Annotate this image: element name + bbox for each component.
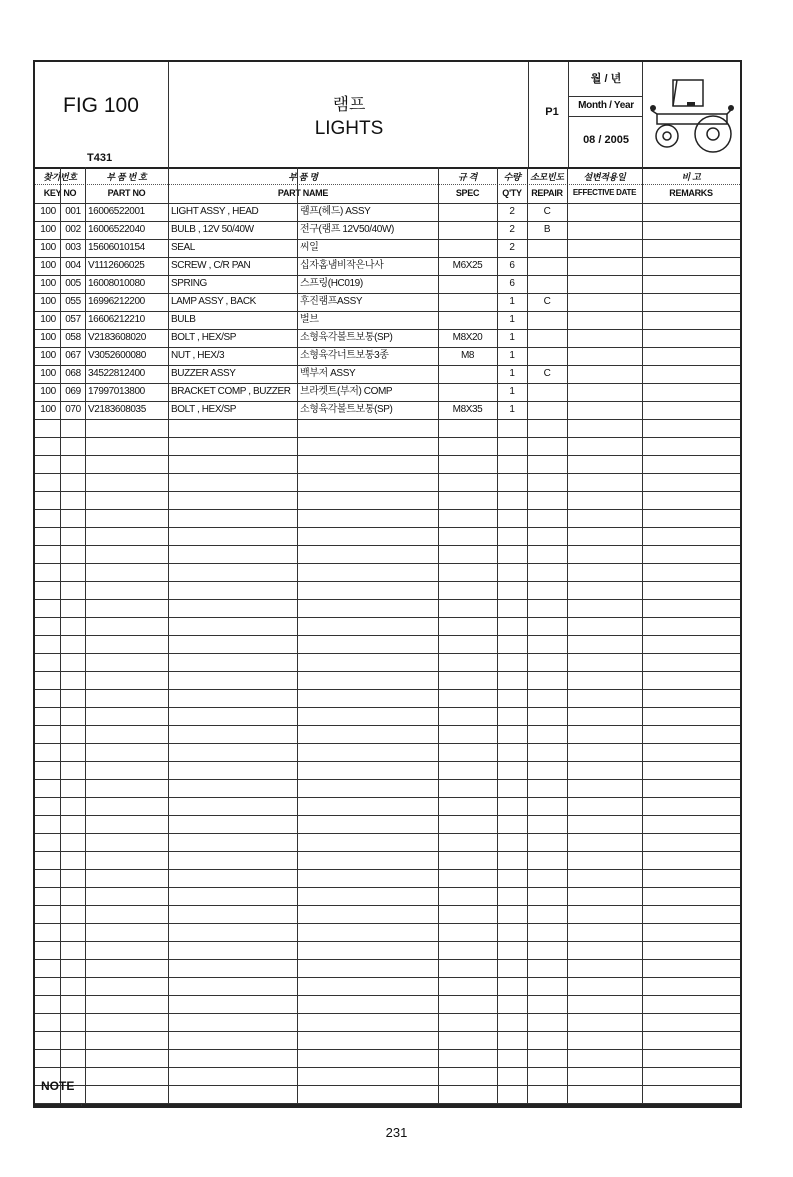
cell-repair: C	[543, 296, 551, 307]
cell-fig: 100	[40, 242, 56, 253]
col-effective: EFFECTIVE DATE	[572, 188, 637, 197]
row-line	[35, 617, 740, 618]
col-spec: SPEC	[455, 188, 480, 198]
model-code: T431	[87, 152, 113, 164]
page-title: LIGHTS	[314, 118, 384, 139]
col-remarks-ko: 비 고	[681, 172, 701, 182]
date-label-ko: 월 / 년	[590, 73, 622, 85]
row-line	[35, 437, 740, 438]
column-line	[438, 167, 439, 1103]
cell-qty: 1	[509, 314, 515, 325]
row-line	[35, 995, 740, 996]
cell-fig: 100	[40, 296, 56, 307]
cell-spec: M6X25	[452, 260, 483, 271]
tractor-icon	[643, 66, 739, 162]
row-line	[35, 1085, 740, 1086]
row-line	[35, 1013, 740, 1014]
col-key-no: KEY NO	[43, 188, 77, 198]
cell-name-ko: 십자홈냄비작은나사	[300, 260, 384, 271]
cell-name-ko: 소형육각볼트보통(SP)	[300, 332, 393, 343]
row-line	[35, 1049, 740, 1050]
cell-name-ko: 램프(헤드) ASSY	[300, 206, 371, 217]
row-line	[35, 491, 740, 492]
note-divider	[35, 1104, 740, 1106]
column-line	[297, 167, 298, 1103]
row-line	[35, 599, 740, 600]
cell-part-no: V2183608035	[88, 404, 146, 415]
cell-fig: 100	[40, 350, 56, 361]
row-line	[35, 689, 740, 690]
cell-repair: C	[543, 368, 551, 379]
cell-fig: 100	[40, 278, 56, 289]
cell-key: 067	[65, 350, 81, 361]
cell-key: 057	[65, 314, 81, 325]
row-line	[35, 797, 740, 798]
cell-name-ko: 전구(램프 12V50/40W)	[300, 224, 394, 235]
cell-key: 058	[65, 332, 81, 343]
row-line	[35, 419, 740, 420]
cell-part-no: 16006522040	[88, 224, 145, 235]
cell-spec: M8X20	[452, 332, 483, 343]
cell-key: 068	[65, 368, 81, 379]
page-title-ko: 램프	[332, 95, 366, 114]
cell-fig: 100	[40, 206, 56, 217]
row-line	[35, 815, 740, 816]
cell-qty: 1	[509, 332, 515, 343]
note-box-line	[81, 1104, 82, 1106]
row-line	[35, 1067, 740, 1068]
cell-name-ko: 브라켓트(부저) COMP	[300, 386, 393, 397]
row-line	[35, 905, 740, 906]
cell-name-ko: 소형육각볼트보통(SP)	[300, 404, 393, 415]
col-remarks: REMARKS	[669, 188, 713, 198]
cell-name-en: NUT , HEX/3	[171, 350, 225, 361]
row-line	[35, 653, 740, 654]
date-label: Month / Year	[578, 100, 634, 111]
cell-qty: 6	[509, 278, 515, 289]
cell-fig: 100	[40, 260, 56, 271]
cell-qty: 1	[509, 296, 515, 307]
cell-name-en: LIGHT ASSY , HEAD	[171, 206, 259, 217]
row-line	[35, 869, 740, 870]
header-subdivider	[35, 184, 740, 185]
row-line	[35, 1031, 740, 1032]
row-line	[35, 743, 740, 744]
cell-name-ko: 소형육각너트보통3종	[300, 350, 389, 361]
cell-repair: B	[543, 224, 551, 235]
cell-name-en: SPRING	[171, 278, 207, 289]
fig-number: FIG 100	[63, 94, 139, 117]
cell-key: 003	[65, 242, 81, 253]
page-code: P1	[545, 106, 559, 118]
cell-key: 002	[65, 224, 81, 235]
cell-qty: 1	[509, 404, 515, 415]
row-line	[35, 455, 740, 456]
col-part-no-ko: 부 품 번 호	[106, 172, 147, 182]
cell-fig: 100	[40, 332, 56, 343]
col-effective-ko: 설변적용일	[583, 172, 626, 182]
cell-qty: 2	[509, 206, 515, 217]
col-qty-ko: 수량	[503, 172, 521, 182]
row-line	[35, 959, 740, 960]
row-line	[35, 527, 740, 528]
col-repair: REPAIR	[531, 188, 563, 198]
cell-part-no: 16006522001	[88, 206, 145, 217]
cell-spec: M8	[460, 350, 475, 361]
row-line	[35, 563, 740, 564]
col-repair-ko: 소모빈도	[530, 172, 564, 182]
cell-name-en: BOLT , HEX/SP	[171, 404, 237, 415]
cell-part-no: 34522812400	[88, 368, 145, 379]
cell-part-no: 16008010080	[88, 278, 145, 289]
date-value: 08 / 2005	[583, 134, 629, 146]
row-line	[35, 707, 740, 708]
cell-key: 001	[65, 206, 81, 217]
cell-part-no: 16606212210	[88, 314, 145, 325]
cell-qty: 2	[509, 242, 515, 253]
row-line	[35, 671, 740, 672]
cell-fig: 100	[40, 224, 56, 235]
column-line	[642, 167, 643, 1103]
note-label: NOTE	[41, 1079, 75, 1093]
cell-fig: 100	[40, 386, 56, 397]
cell-part-no: 17997013800	[88, 386, 145, 397]
col-part-no: PART NO	[107, 188, 146, 198]
row-line	[35, 923, 740, 924]
row-line	[35, 761, 740, 762]
column-line	[567, 167, 568, 1103]
row-line	[35, 779, 740, 780]
col-spec-ko: 규 격	[458, 172, 477, 182]
cell-key: 070	[65, 404, 81, 415]
cell-name-en: LAMP ASSY , BACK	[171, 296, 256, 307]
cell-key: 004	[65, 260, 81, 271]
cell-qty: 2	[509, 224, 515, 235]
cell-name-ko: 후진램프ASSY	[300, 296, 363, 307]
cell-part-no: V3052600080	[88, 350, 146, 361]
cell-fig: 100	[40, 314, 56, 325]
col-key-no-ko: 찾기번호	[43, 172, 77, 182]
cell-name-en: BULB , 12V 50/40W	[171, 224, 254, 235]
cell-key: 055	[65, 296, 81, 307]
cell-name-en: SEAL	[171, 242, 195, 253]
cell-spec: M8X35	[452, 404, 483, 415]
cell-qty: 1	[509, 350, 515, 361]
cell-key: 069	[65, 386, 81, 397]
cell-name-en: BULB	[171, 314, 196, 325]
row-line	[35, 941, 740, 942]
cell-part-no: 16996212200	[88, 296, 145, 307]
cell-name-en: BRACKET COMP , BUZZER	[171, 386, 291, 397]
column-line	[168, 167, 169, 1103]
col-part-name: PART NAME	[277, 188, 329, 198]
cell-key: 005	[65, 278, 81, 289]
col-qty: Q'TY	[502, 188, 522, 198]
row-line	[35, 545, 740, 546]
cell-part-no: V1112606025	[88, 260, 145, 271]
cell-name-en: BOLT , HEX/SP	[171, 332, 237, 343]
row-line	[35, 833, 740, 834]
cell-qty: 1	[509, 368, 515, 379]
column-line	[85, 167, 86, 1103]
cell-name-ko: 씨일	[300, 242, 319, 253]
cell-name-en: SCREW , C/R PAN	[171, 260, 251, 271]
cell-name-en: BUZZER ASSY	[171, 368, 236, 379]
cell-name-ko: 벌브	[300, 314, 319, 325]
cell-name-ko: 백부저 ASSY	[300, 368, 356, 379]
cell-name-ko: 스프링(HC019)	[300, 278, 363, 289]
row-line	[35, 851, 740, 852]
row-line	[35, 473, 740, 474]
cell-part-no: V2183608020	[88, 332, 146, 343]
cell-part-no: 15606010154	[88, 242, 145, 253]
row-line	[35, 887, 740, 888]
cell-fig: 100	[40, 404, 56, 415]
row-line	[35, 725, 740, 726]
parts-list-sheet	[33, 60, 742, 1108]
cell-fig: 100	[40, 368, 56, 379]
row-line	[35, 581, 740, 582]
row-line	[35, 977, 740, 978]
row-line	[35, 509, 740, 510]
row-line	[35, 635, 740, 636]
page-number: 231	[385, 1125, 408, 1140]
cell-repair: C	[543, 206, 551, 217]
col-part-name-ko: 부 품 명	[288, 172, 318, 182]
cell-qty: 1	[509, 386, 515, 397]
cell-qty: 6	[509, 260, 515, 271]
